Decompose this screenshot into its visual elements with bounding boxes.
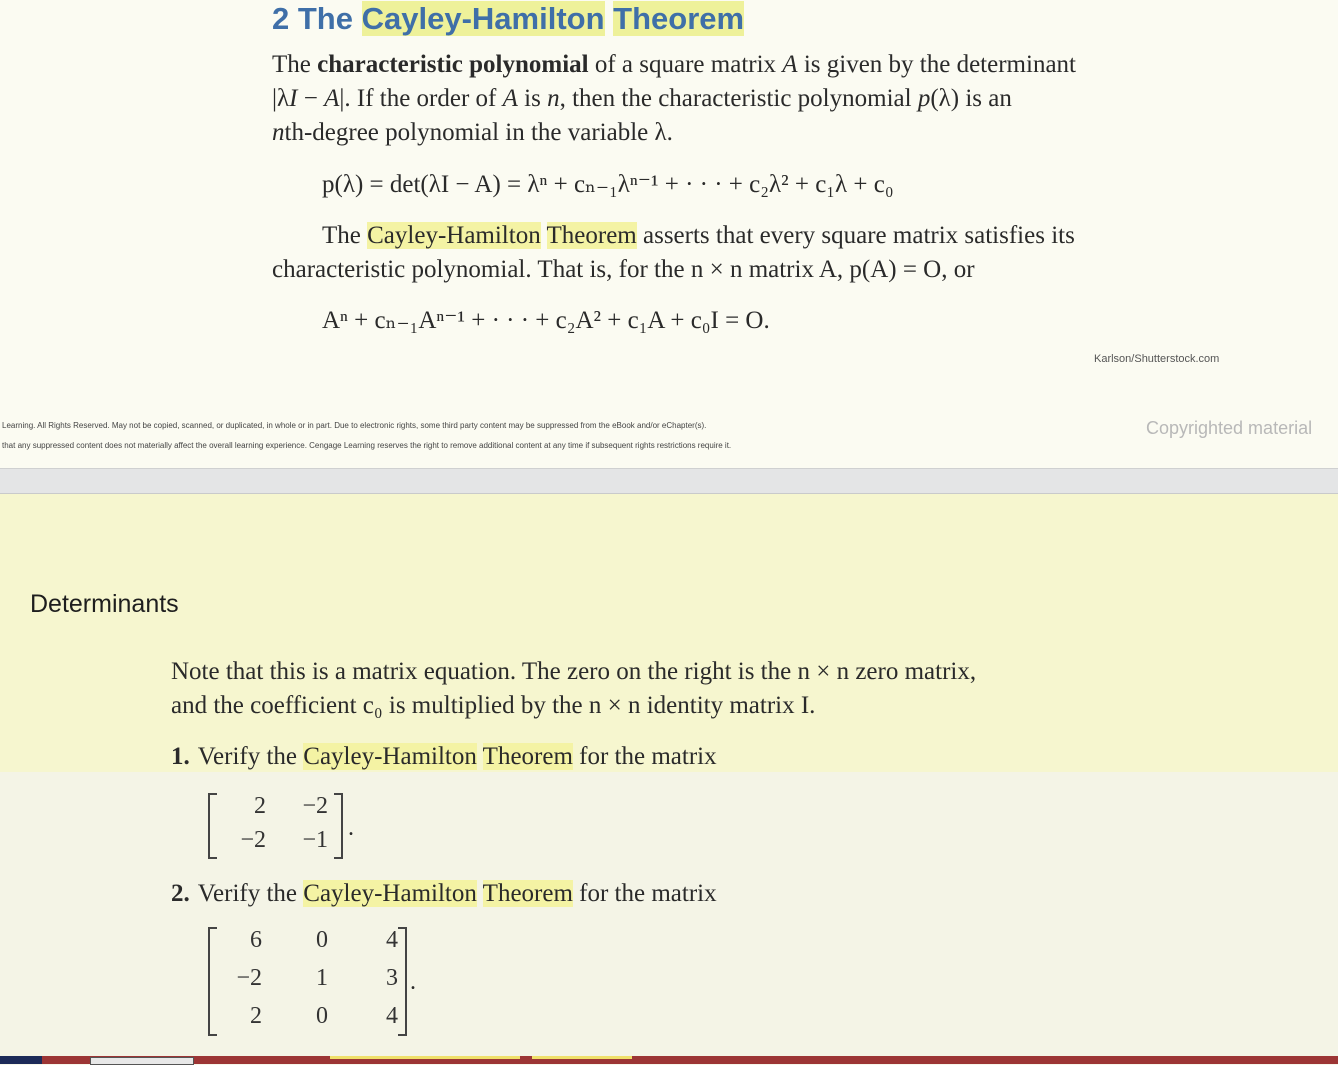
left-bracket bbox=[208, 793, 217, 859]
right-bracket bbox=[334, 793, 343, 859]
matrix-cell: −1 bbox=[302, 827, 328, 853]
char-poly-paragraph: The characteristic polynomial of a square matrix A is given by the determinant |λI − A|. If the order of A is n, then the characteristic polynomial p(λ) is an nth-degree polynomial in the variable λ. bbox=[272, 51, 1076, 146]
page-2-bottom bbox=[0, 772, 1338, 1056]
copyright-watermark: Copyrighted material bbox=[1146, 418, 1313, 438]
matrix-cell: 4 bbox=[386, 1003, 398, 1029]
matrix-2-period: . bbox=[410, 969, 416, 995]
char-poly-equation: p(λ) = det(λI − A) = λⁿ + cₙ₋₁λⁿ⁻¹ + · · · + c₂λ² + c₁λ + c₀ bbox=[322, 171, 894, 198]
matrix-cell: 6 bbox=[250, 927, 262, 953]
matrix-cell: 4 bbox=[386, 927, 398, 953]
right-bracket bbox=[398, 927, 407, 1036]
exercise-2-matrix bbox=[208, 927, 418, 1037]
bottom-taskbar bbox=[0, 1056, 1338, 1064]
matrix-cell: 2 bbox=[250, 1003, 262, 1029]
taskbar-start[interactable] bbox=[0, 1056, 42, 1064]
image-credit: Karlson/Shutterstock.com bbox=[1094, 353, 1220, 365]
theorem-paragraph: The Cayley-Hamilton Theorem asserts that every square matrix satisfies its characteristic polynomial. That is, for the n × n matrix A, p(A) = O, or bbox=[272, 222, 1075, 283]
matrix-cell: 3 bbox=[386, 965, 398, 991]
theorem-equation: Aⁿ + cₙ₋₁Aⁿ⁻¹ + · · · + c₂A² + c₁A + c₀I = O. bbox=[322, 307, 770, 334]
matrix-1-period: . bbox=[348, 815, 354, 841]
exercise-1-matrix bbox=[208, 793, 354, 859]
exercise-2: 2. Verify the Cayley-Hamilton Theorem for the matrix bbox=[171, 880, 717, 907]
legal-notice-line-2: that any suppressed content does not materially affect the overall learning experience. Cengage Learning reserves the right to remove additional content at any time if subsequent rights restrictions require it. bbox=[2, 441, 732, 450]
matrix-cell: 1 bbox=[316, 965, 328, 991]
highlight-fragment bbox=[330, 1056, 520, 1059]
matrix-cell: −2 bbox=[236, 965, 262, 991]
matrix-cell: 0 bbox=[316, 1003, 328, 1029]
matrix-cell: −2 bbox=[302, 793, 328, 819]
highlight-fragment bbox=[532, 1056, 632, 1059]
matrix-cell: 0 bbox=[316, 927, 328, 953]
page-2-top bbox=[0, 494, 1338, 772]
page-divider bbox=[0, 468, 1338, 495]
exercise-1: 1. Verify the Cayley-Hamilton Theorem for the matrix bbox=[171, 743, 717, 770]
matrix-cell: −2 bbox=[240, 827, 266, 853]
chapter-header: Determinants bbox=[30, 590, 179, 618]
legal-notice-line-1: Learning. All Rights Reserved. May not be copied, scanned, or duplicated, in whole or in part. Due to electronic rights, some third party content may be suppressed from the eBook and/or eChapter(s). bbox=[2, 421, 707, 430]
matrix-cell: 2 bbox=[254, 793, 266, 819]
note-line-1: Note that this is a matrix equation. The zero on the right is the n × n zero matrix, bbox=[171, 658, 977, 685]
note-line-2: and the coefficient c₀ is multiplied by the n × n identity matrix I. bbox=[171, 692, 816, 719]
section-title: 2 The Cayley-Hamilton Theorem bbox=[272, 1, 745, 36]
